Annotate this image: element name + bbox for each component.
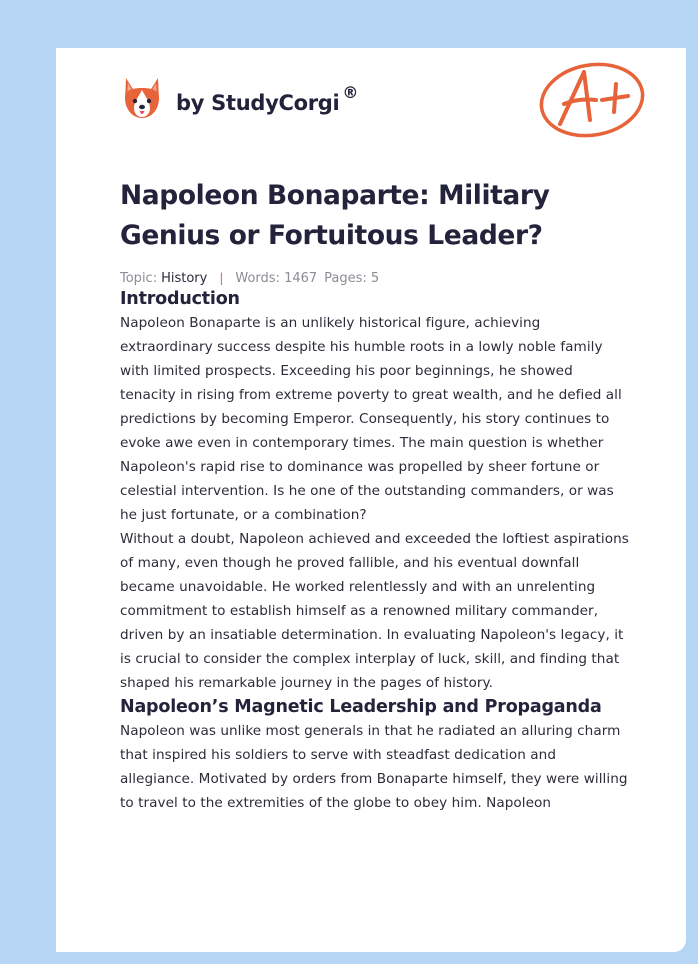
topic-link[interactable]: History [161,270,208,286]
topic-label: Topic: [120,270,158,286]
section-heading-introduction: Introduction [120,289,240,309]
grade-badge [538,58,650,146]
paragraph: Napoleon was unlike most generals in that he radiated an alluring charm that inspired his soldiers to serve with steadfast dedication and allegiance. Motivated by orders from Bonaparte himself, they were willing to travel to the extremities of the globe to obey him. Napoleon [120,723,628,811]
meta-separator: | [219,271,224,285]
registered-mark: ® [342,83,359,102]
brand-name [176,83,359,115]
page-count: Pages: 5 [324,270,380,286]
article-meta [120,269,632,287]
paragraph: Napoleon Bonaparte is an unlikely historical figure, achieving extraordinary success despite his humble roots in a lowly noble family with limited prospects. Exceeding his poor beginnings, he showed tenacity in rising from extreme poverty to great wealth, and he defied all predictions by becoming Emperor. Consequently, his story continues to evoke awe even in contemporary times. The main question is whether Napoleon's rapid rise to dominance was propelled by sheer fortune or celestial intervention. Is he one of the outstanding commanders, or was he just fortunate, or a combination? [120,315,622,523]
article [120,176,632,815]
word-count: Words: 1467 [235,270,318,286]
article-title: Napoleon Bonaparte: Military Genius or Fortuitous Leader? [120,180,550,251]
brand-text: by StudyCorgi [176,91,340,115]
section-heading-leadership: Napoleon’s Magnetic Leadership and Propaganda [120,697,602,717]
a-plus-icon [538,58,650,142]
document-page [56,48,686,952]
paragraph: Without a doubt, Napoleon achieved and exceeded the loftiest aspirations of many, even though he proved fallible, and his eventual downfall became unavoidable. He worked relentlessly and with an unrelenting commitment to establish himself as a renowned military commander, driven by an insatiable determination. In evaluating Napoleon's legacy, it is crucial to consider the complex interplay of luck, skill, and finding that shaped his remarkable journey in the pages of history. [120,531,629,691]
studycorgi-logo[interactable] [122,76,358,122]
corgi-icon [122,76,162,122]
